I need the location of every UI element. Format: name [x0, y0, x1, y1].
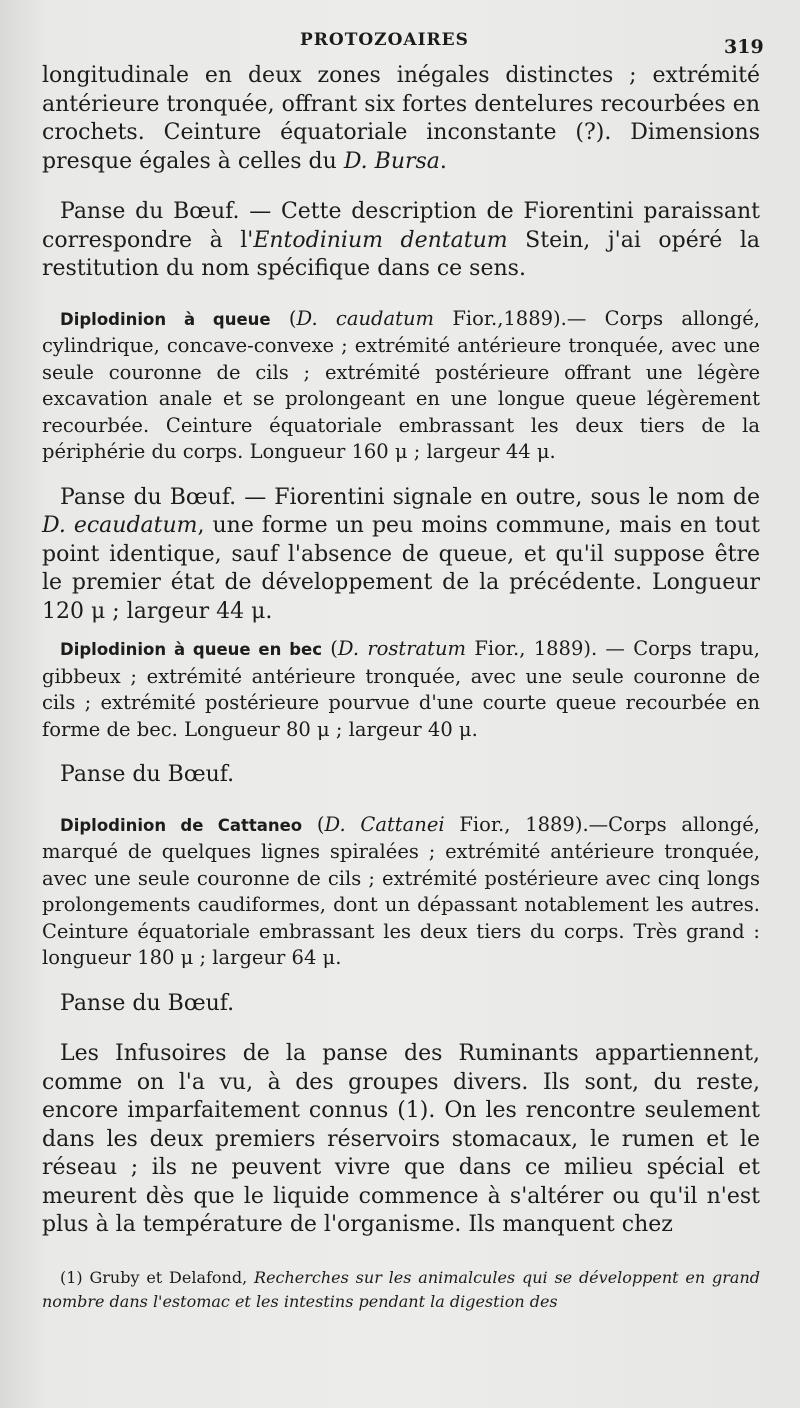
- paragraph-habitat-note: Panse du Bœuf. — Cette description de Fiorentini paraissant correspondre à l'Entodinium dentatum Stein, j'ai opéré la restitution du nom spécifique dans ce sens.: [42, 199, 760, 281]
- paragraph-ecaudatum-note: Panse du Bœuf. — Fiorentini signale en outre, sous le nom de D. ecaudatum, une forme un peu moins commune, mais en tout point identique, sauf l'absence de queue, et qu'il suppose être le premier état de développement de la précédente. Longueur 120 μ ; largeur 44 μ.: [42, 484, 760, 624]
- entry-diplodinion-rostratum: Diplodinion à queue en bec (D. rostratum Fior., 1889). — Corps trapu, gibbeux ; extrémité antérieure tronquée, avec une seule couronne de cils ; extrémité postérieure pourvue d'une courte queue recourbée en forme de bec. Longueur 80 μ ; largeur 40 μ.: [42, 637, 761, 741]
- entry-diplodinion-cattanei: Diplodinion de Cattaneo (D. Cattanei Fior., 1889).—Corps allongé, marqué de quelques lignes spiralées ; extrémité antérieure tronquée, avec une seule couronne de cils ; extrémité postérieure avec cinq longs prolongements caudiformes, dont un dépassant notablement les autres. Ceinture équatoriale embrassant les deux tiers du corps. Très grand : longueur 180 μ ; largeur 64 μ.: [42, 812, 760, 969]
- entry-heading: Diplodinion à queue en bec: [60, 640, 322, 659]
- habitat-line: Panse du Bœuf.: [60, 990, 235, 1016]
- habitat-line: Panse du Bœuf.: [60, 762, 235, 787]
- species-name: D. ecaudatum: [42, 513, 198, 538]
- page-body: [42, 62, 760, 1314]
- species-name: D. Bursa: [343, 148, 440, 174]
- species-name: Entodinium dentatum: [253, 227, 508, 253]
- entry-heading: Diplodinion de Cattaneo: [60, 815, 303, 835]
- page-header: [0, 30, 800, 60]
- page-number: 319: [724, 36, 764, 58]
- footnote-marker: (1): [60, 1267, 83, 1287]
- entry-diplodinion-caudatum: Diplodinion à queue (D. caudatum Fior.,1889).— Corps allongé, cylindrique, concave-convexe ; extrémité antérieure tronquée, avec une seule couronne de cils ; extrémité postérieure offrant une légère excavation anale et se prolongeant en une longue queue légèrement recourbée. Ceinture équatoriale embrassant les deux tiers de la périphérie du corps. Longueur 160 μ ; largeur 44 μ.: [42, 306, 760, 463]
- footnote-title: Recherches sur les animalcules qui se développent en grand nombre dans l'estomac et les intestins pendant la digestion des: [42, 1267, 760, 1311]
- species-name: D. caudatum: [296, 306, 435, 330]
- species-name: D. Cattanei: [324, 812, 445, 836]
- footnote: (1) Gruby et Delafond, Recherches sur les animalcules qui se développent en grand nombre dans l'estomac et les intestins pendant la digestion des: [42, 1267, 760, 1311]
- species-name: D. rostratum: [337, 637, 467, 660]
- paragraph-infusoires: Les Infusoires de la panse des Ruminants appartiennent, comme on l'a vu, à des groupes divers. Ils sont, du reste, encore imparfaitement connus (1). On les rencontre seulement dans les deux premiers réservoirs stomacaux, le rumen et le réseau ; ils ne peuvent vivre que dans ce milieu spécial et meurent dès que le liquide commence à s'altérer ou qu'il n'est plus à la température de l'organisme. Ils manquent chez: [42, 1041, 760, 1237]
- paragraph-continuation: longitudinale en deux zones inégales distinctes ; extrémité antérieure tronquée, offrant six fortes dentelures recourbées en crochets. Ceinture équatoriale inconstante (?). Dimensions presque égales à celles du D. Bursa.: [42, 63, 760, 174]
- running-title: PROTOZOAIRES: [300, 30, 469, 50]
- entry-heading: Diplodinion à queue: [60, 309, 271, 329]
